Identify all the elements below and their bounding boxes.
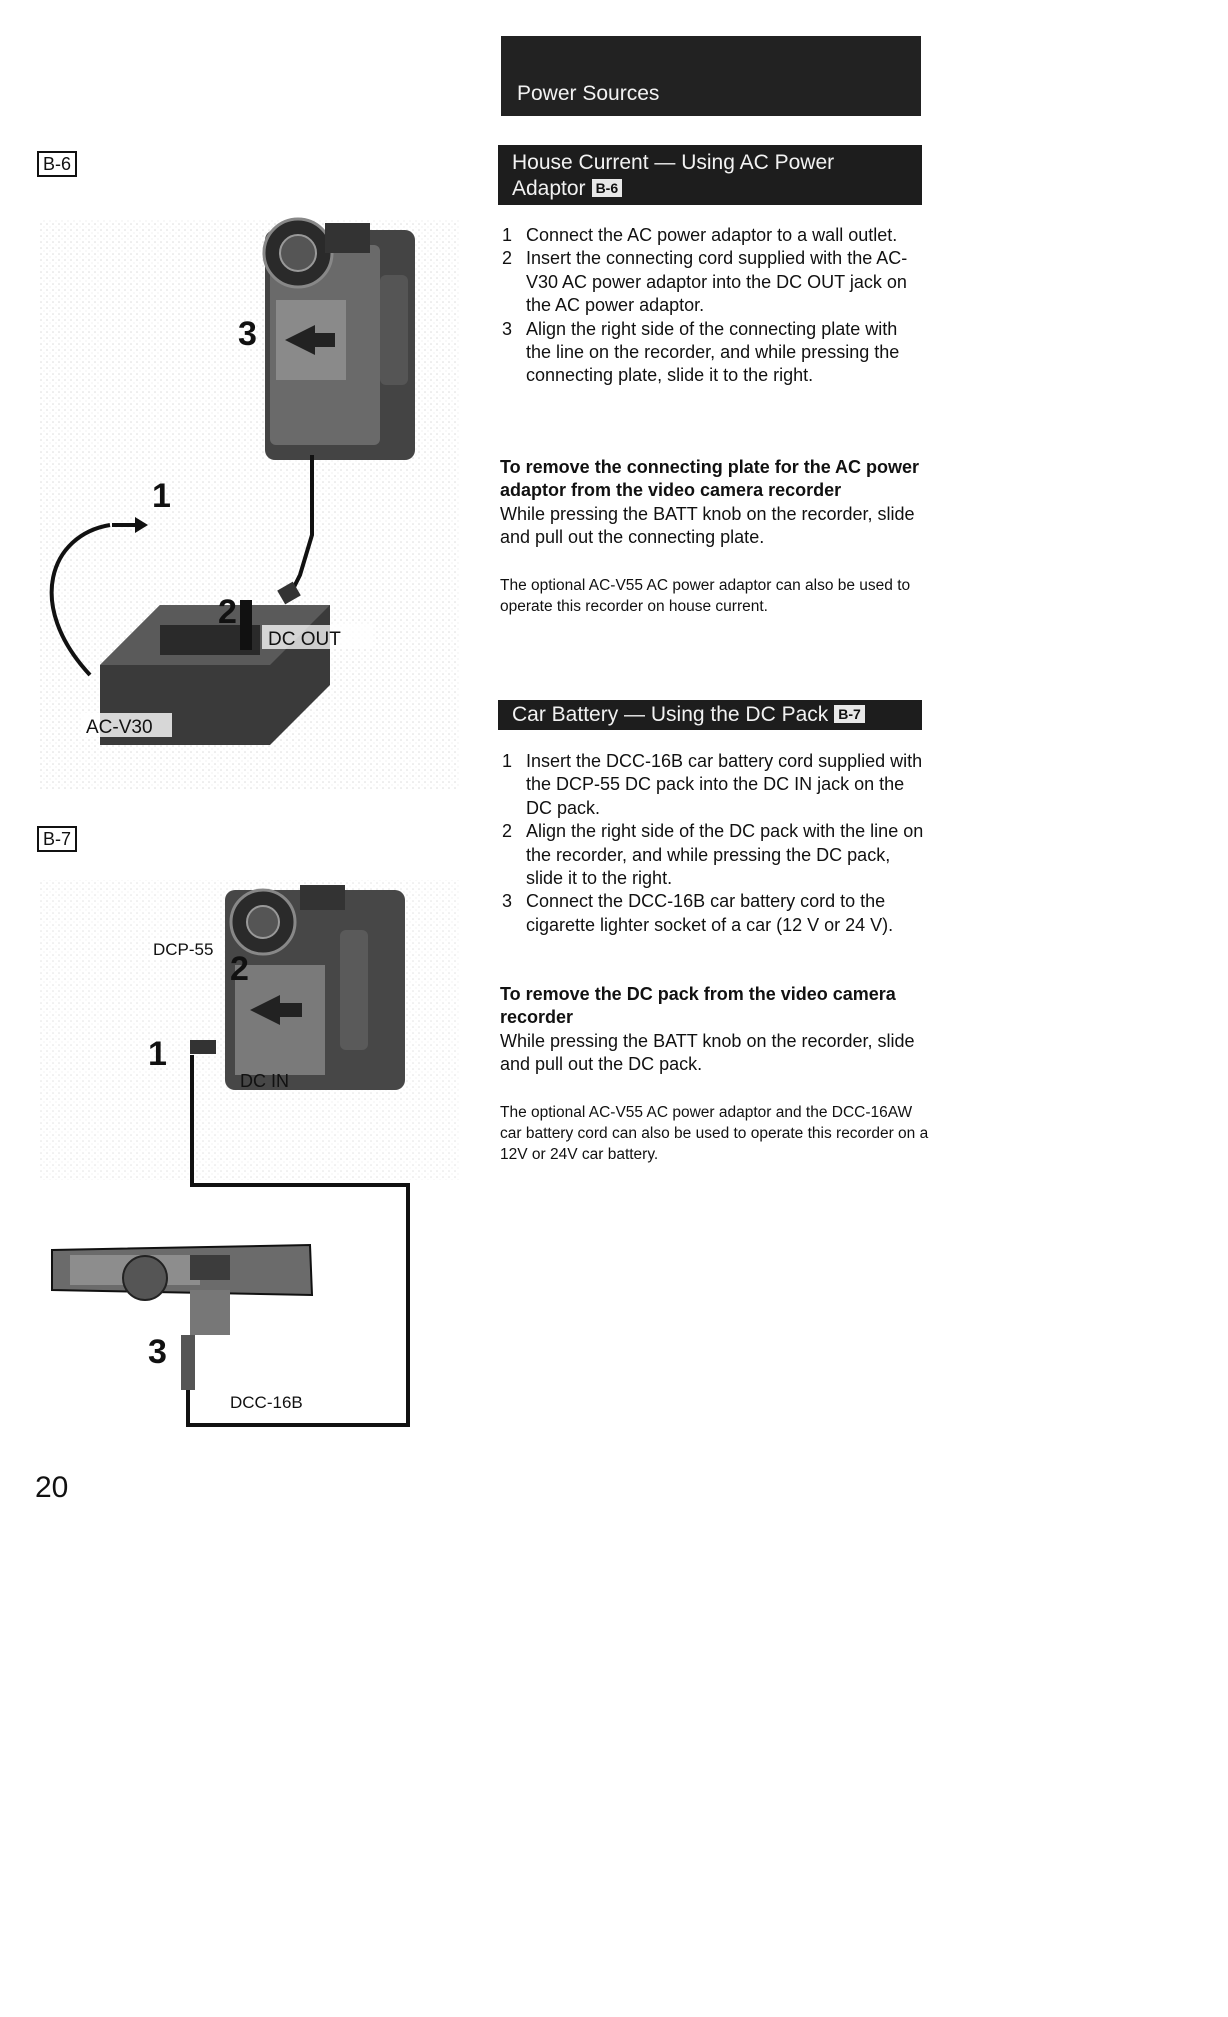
list-item: [500, 318, 925, 388]
label-dcc-16b: DCC-16B: [230, 1393, 303, 1412]
house-title-line1: House Current — Using AC Power: [512, 151, 835, 174]
step-number: 3: [502, 891, 513, 912]
camera-recorder-graphic: [225, 885, 405, 1090]
page-section-title: Power Sources: [517, 82, 660, 105]
plug-graphic: [190, 1040, 216, 1054]
car-title-tag: B-7: [834, 705, 865, 723]
house-remove-block: [500, 456, 930, 550]
step-text: Insert the connecting cord supplied with the AC-V30 AC power adaptor into the DC OUT jack on the AC power adaptor.: [526, 248, 908, 316]
car-steps-list: [500, 750, 925, 937]
step-number: 3: [502, 318, 513, 339]
lighter-plug-graphic: [181, 1335, 195, 1390]
car-title: Car Battery — Using the DC Pack: [512, 703, 829, 726]
step-text: Align the right side of the DC pack with the line on the recorder, and while pressing the DC pack, slide it to the right.: [526, 821, 924, 889]
section-banner-power-sources: [501, 36, 921, 116]
car-battery-heading: [498, 700, 922, 730]
label-dcp-55: DCP-55: [153, 940, 214, 959]
step-text: Insert the DCC-16B car battery cord supplied with the DCP-55 DC pack into the DC IN jack on the DC pack.: [526, 751, 923, 818]
house-title-line2: Adaptor: [512, 177, 586, 200]
step-number: 2: [502, 248, 513, 269]
camera-recorder-graphic: [264, 219, 415, 460]
car-remove-heading: To remove the DC pack from the video camera recorder: [500, 984, 896, 1028]
list-item: [500, 224, 925, 247]
step-number: 1: [502, 751, 513, 771]
callout-1: 1: [148, 1035, 167, 1073]
step-number: 2: [502, 821, 513, 842]
callout-2: 2: [218, 593, 237, 631]
house-note: The optional AC-V55 AC power adaptor can also be used to operate this recorder on house current.: [500, 577, 911, 615]
list-item: [500, 247, 925, 317]
house-remove-text: While pressing the BATT knob on the recorder, slide and pull out the connecting plate.: [500, 503, 915, 548]
callout-2: 2: [230, 950, 249, 988]
step-number: 1: [502, 225, 513, 245]
illustration-car-battery: [40, 870, 460, 1430]
house-steps-list: [500, 224, 925, 388]
illustration-ac-adaptor: [40, 205, 460, 795]
step-text: Connect the AC power adaptor to a wall outlet.: [526, 225, 898, 245]
label-ac-v30: AC-V30: [86, 717, 153, 738]
figure-label-b7: B-7: [37, 826, 77, 852]
callout-3: 3: [148, 1333, 167, 1371]
house-current-heading: [498, 145, 922, 205]
label-dc-out: DC OUT: [268, 629, 341, 650]
step-text: Align the right side of the connecting plate with the line on the recorder, and while pressing the connecting plate, slide it to the right.: [526, 318, 900, 386]
car-dashboard-graphic: [52, 1245, 312, 1335]
car-remove-text: While pressing the BATT knob on the recorder, slide and pull out the DC pack.: [500, 1030, 915, 1075]
car-remove-block: [500, 983, 930, 1077]
house-remove-heading: To remove the connecting plate for the AC power adaptor from the video camera recorder: [500, 457, 920, 501]
callout-1: 1: [152, 477, 171, 515]
house-title-tag: B-6: [592, 179, 623, 197]
car-note: The optional AC-V55 AC power adaptor and the DCC-16AW car battery cord can also be used to operate this recorder on a 12V or 24V car battery.: [500, 1104, 929, 1163]
figure-label-b6: B-6: [37, 151, 77, 177]
list-item: [500, 820, 925, 890]
page-number: 20: [35, 1471, 69, 1504]
label-dc-in: DC IN: [240, 1071, 289, 1091]
list-item: [500, 750, 925, 820]
step-text: Connect the DCC-16B car battery cord to the cigarette lighter socket of a car (12 V or 24 V).: [526, 891, 894, 935]
list-item: [500, 890, 925, 937]
callout-3: 3: [238, 315, 257, 353]
